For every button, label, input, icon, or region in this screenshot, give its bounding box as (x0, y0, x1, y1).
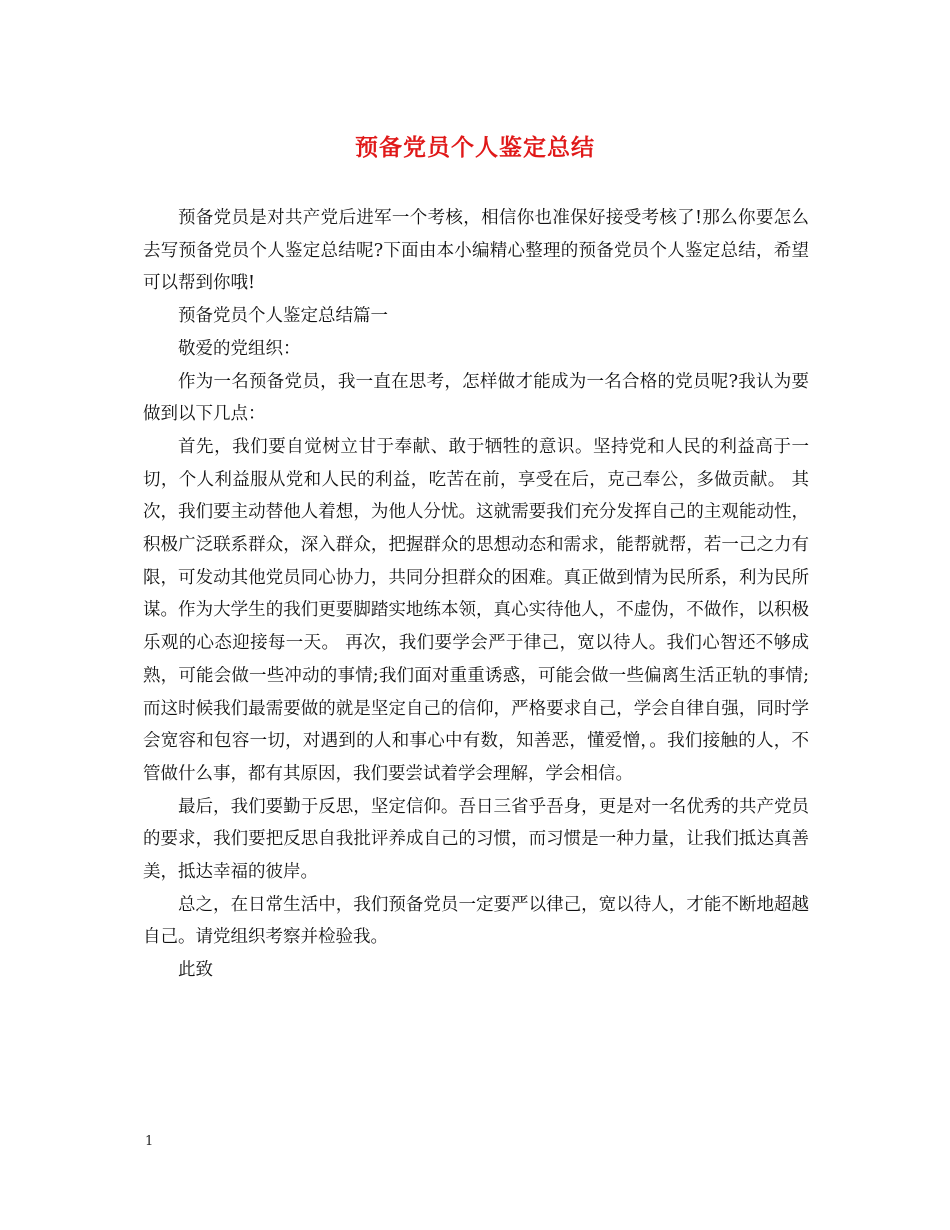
document-body (143, 202, 809, 987)
body-paragraph: 最后，我们要勤于反思，坚定信仰。吾日三省乎吾身，更是对一名优秀的共产党员的要求，我们要把反思自我批评养成自己的习惯，而习惯是一种力量，让我们抵达真善美，抵达幸福的彼岸。 (143, 796, 809, 883)
body-paragraph: 总之，在日常生活中，我们预备党员一定要严以律己，宽以待人，才能不断地超越自己。请党组织考察并检验我。 (143, 894, 809, 948)
body-paragraph: 作为一名预备党员，我一直在思考，怎样做才能成为一名合格的党员呢?我认为要做到以下几点： (143, 371, 809, 425)
intro-paragraph: 预备党员是对共产党后进军一个考核，相信你也准保好接受考核了!那么你要怎么去写预备党员个人鉴定总结呢?下面由本小编精心整理的预备党员个人鉴定总结，希望可以帮到你哦! (143, 208, 809, 294)
body-paragraph: 首先，我们要自觉树立甘于奉献、敢于牺牲的意识。坚持党和人民的利益高于一切，个人利益服从党和人民的利益，吃苦在前，享受在后，克己奉公，多做贡献。 其次，我们要主动替他人着想，为他人分忧。这就需要我们充分发挥自己的主观能动性，积极广泛联系群众，深入群众，把握群众的思想动态和需求，能帮就帮，若一己之力有限，可发动其他党员同心协力，共同分担群众的困难。真正做到情为民所系，利为民所谋。作为大学生的我们更要脚踏实地练本领，真心实待他人，不虚伪，不做作，以积极乐观的心态迎接每一天。 再次，我们要学会严于律己，宽以待人。我们心智还不够成熟，可能会做一些冲动的事情;我们面对重重诱惑，可能会做一些偏离生活正轨的事情;而这时候我们最需要做的就是坚定自己的信仰，严格要求自己，学会自律自强，同时学会宽容和包容一切，对遇到的人和事心中有数，知善恶，懂爱憎，。我们接触的人，不管做什么事，都有其原因，我们要尝试着学会理解，学会相信。 (143, 436, 809, 784)
document-title: 预备党员个人鉴定总结 (355, 134, 595, 161)
section-heading: 预备党员个人鉴定总结篇一 (178, 306, 388, 327)
salutation: 敬爱的党组织： (178, 338, 301, 359)
page-number: 1 (145, 1134, 154, 1149)
closing-line: 此致 (178, 960, 213, 981)
